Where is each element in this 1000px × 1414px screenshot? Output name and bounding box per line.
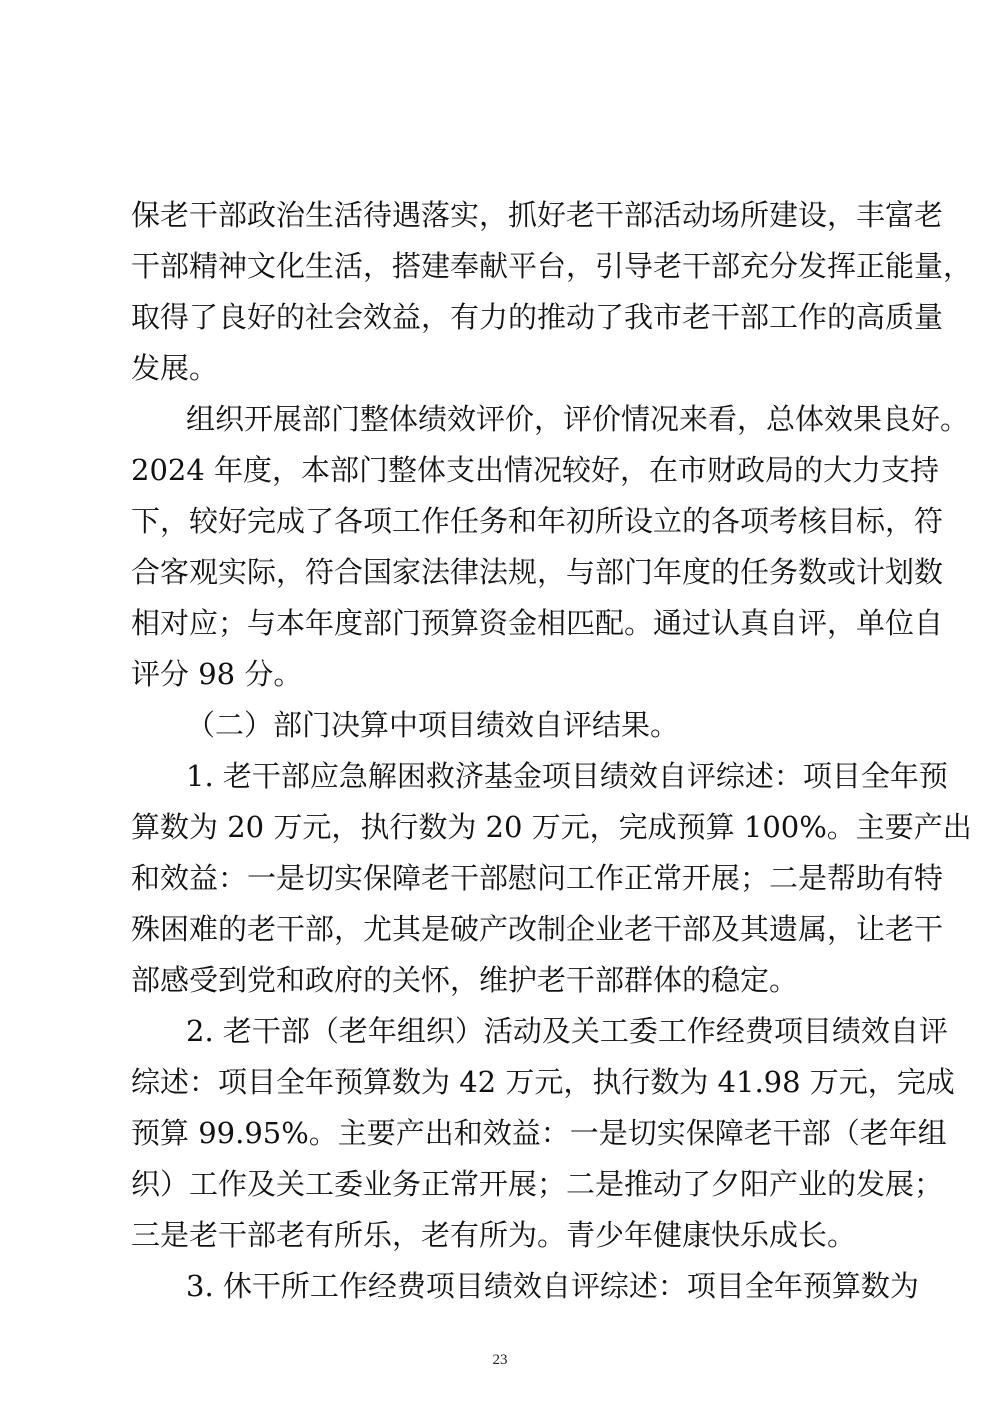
body-text-line-21: 三是老干部老有所乐，老有所为。青少年健康快乐成长。	[131, 1218, 857, 1252]
body-text-line-1: 保老干部政治生活待遇落实，抓好老干部活动场所建设，丰富老	[131, 198, 944, 232]
page-number: 23	[492, 1352, 508, 1368]
body-text-line-3: 取得了良好的社会效益，有力的推动了我市老干部工作的高质量	[131, 300, 944, 334]
section-heading: （二）部门决算中项目绩效自评结果。	[186, 708, 680, 742]
body-text-line-16: 部感受到党和政府的关怀，维护老干部群体的稳定。	[131, 963, 799, 997]
body-text-line-18: 综述：项目全年预算数为 42 万元，执行数为 41.98 万元，完成	[131, 1065, 955, 1099]
body-text-line-2: 干部精神文化生活，搭建奉献平台，引导老干部充分发挥正能量，	[131, 249, 973, 283]
body-text-line-4: 发展。	[131, 351, 219, 385]
body-text-line-7: 下，较好完成了各项工作任务和年初所设立的各项考核目标，符	[131, 504, 944, 538]
body-text-line-12: 1. 老干部应急解困救济基金项目绩效自评综述：项目全年预	[186, 759, 948, 793]
body-text-line-14: 和效益：一是切实保障老干部慰问工作正常开展；二是帮助有特	[131, 861, 944, 895]
body-text-line-5: 组织开展部门整体绩效评价，评价情况来看，总体效果良好。	[186, 402, 970, 436]
body-text-line-13: 算数为 20 万元，执行数为 20 万元，完成预算 100%。主要产出	[131, 810, 972, 844]
body-text-line-22: 3. 休干所工作经费项目绩效自评综述：项目全年预算数为	[186, 1269, 919, 1303]
body-text-line-8: 合客观实际，符合国家法律法规，与部门年度的任务数或计划数	[131, 555, 944, 589]
body-text-line-19: 预算 99.95%。主要产出和效益：一是切实保障老干部（老年组	[131, 1116, 947, 1150]
body-text-line-9: 相对应；与本年度部门预算资金相匹配。通过认真自评，单位自	[131, 606, 944, 640]
body-text-line-15: 殊困难的老干部，尤其是破产改制企业老干部及其遗属，让老干	[131, 912, 944, 946]
body-text-line-6: 2024 年度，本部门整体支出情况较好，在市财政局的大力支持	[131, 453, 940, 487]
body-text-line-17: 2. 老干部（老年组织）活动及关工委工作经费项目绩效自评	[186, 1014, 948, 1048]
body-text-line-20: 织）工作及关工委业务正常开展；二是推动了夕阳产业的发展；	[131, 1167, 944, 1201]
body-text-line-10: 评分 98 分。	[131, 657, 303, 691]
